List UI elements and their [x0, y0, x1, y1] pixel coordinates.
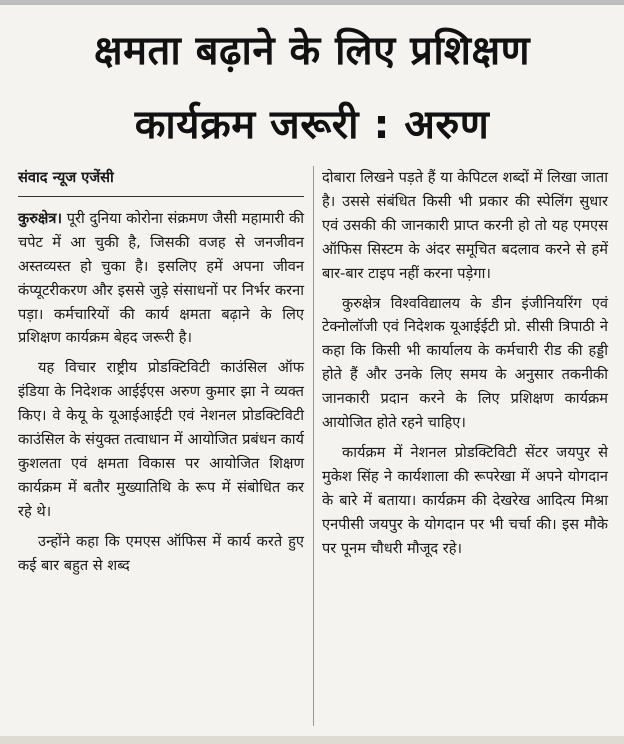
top-rule — [0, 0, 624, 5]
headline-line-2: कार्यक्रम जरूरी : अरुण — [134, 102, 490, 148]
left-paragraph-3: उन्होंने कहा कि एमएस ऑफिस में कार्य करते हुए कई बार बहुत से शब्द — [18, 532, 304, 574]
left-column — [18, 166, 304, 584]
headline-line-1: क्षमता बढ़ाने के लिए प्रशिक्षण — [93, 28, 531, 74]
right-paragraph-3: कार्यक्रम में नेशनल प्रोडक्टिविटी सेंटर जयपुर से मुकेश सिंह ने कार्यशाला की रूपरेखा में अपने योगदान के बारे में बताया। कार्यक्रम की देखरेख आदित्य मिश्रा एनपीसी जयपुर के योगदान पर भी चर्चा की। इस मौके पर पूनम चौधरी मौजूद रहे। — [322, 443, 608, 557]
right-column — [322, 166, 608, 567]
left-paragraph-2: यह विचार राष्ट्रीय प्रोडक्टिविटी काउंसिल ऑफ इंडिया के निदेशक आईईएस अरुण कुमार झा ने व्यक्त किए। वे केयू के यूआईआईटी एवं नेशनल प्रोडक्टिविटी काउंसिल के संयुक्त तत्वाधान में आयोजित प्रबंधन कार्य कुशलता एवं क्षमता विकास पर आयोजित शिक्षण कार्यक्रम में बतौर मुख्यातिथि के रूप में संबोधित कर रहे थे। — [18, 359, 304, 520]
byline: संवाद न्यूज एजेंसी — [18, 166, 304, 197]
lead-paragraph — [18, 207, 304, 350]
headline — [8, 14, 616, 162]
column-divider — [313, 166, 314, 726]
dateline: कुरुक्षेत्र। — [18, 209, 62, 227]
right-paragraph-2: कुरुक्षेत्र विश्वविद्यालय के डीन इंजीनियरिंग एवं टेक्नोलॉजी एवं निदेशक यूआईईटी प्रो. सीसी त्रिपाठी ने कहा कि किसी भी कार्यालय के कर्मचारी रीड की हड्डी होते हैं और उनके लिए समय के अनुसार तकनीकी जानकारी प्रदान करने के लिए प्रशिक्षण कार्यक्रम आयोजित होते रहने चाहिए। — [322, 294, 608, 432]
bottom-strip — [0, 736, 624, 744]
right-paragraph-1: दोबारा लिखने पड़ते हैं या केपिटल शब्दों में लिखा जाता है। उससे संबंधित किसी भी प्रकार की स्पेलिंग सुधार एवं उसकी की जानकारी प्राप्त करनी हो तो यह एमएस ऑफिस सिस्टम के अंदर समूचित बदलाव करने से हमें बार-बार टाइप नहीं करना पड़ेगा। — [322, 169, 608, 282]
lead-paragraph-text: पूरी दुनिया कोरोना संक्रमण जैसी महामारी की चपेट में आ चुकी है, जिसकी वजह से जनजीवन अस्तव्यस्त हो चुका है। इसलिए हमें अपना जीवन कंप्यूटरीकरण और इससे जुड़े संसाधनों पर निर्भर करना पड़ा। कर्मचारियों की कार्य क्षमता बढ़ाने के लिए प्रशिक्षण कार्यक्रम बेहद जरूरी है। — [18, 209, 305, 347]
